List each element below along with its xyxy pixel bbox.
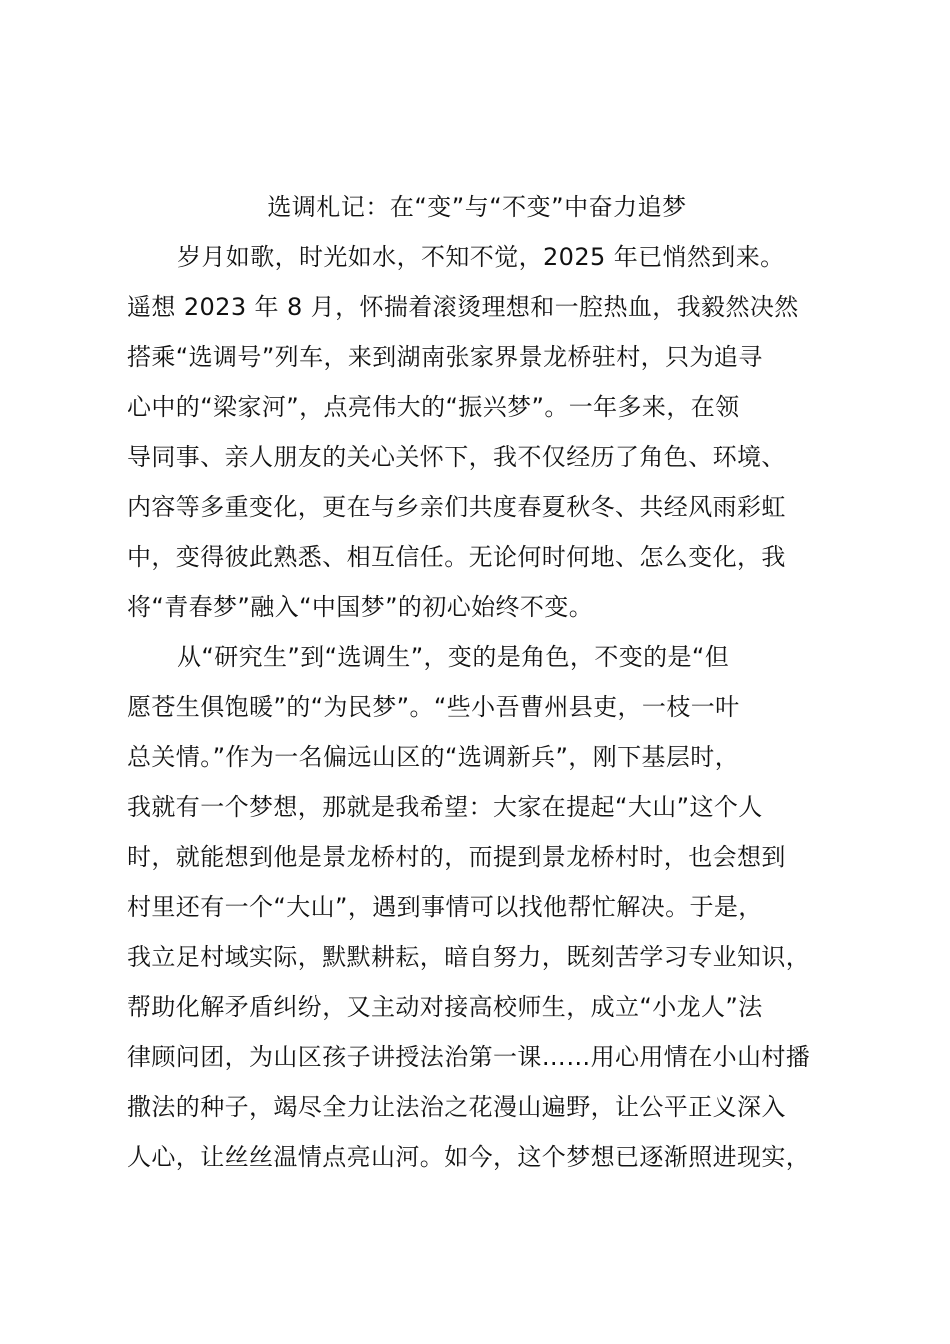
paragraph-line: 心中的“梁家河”，点亮伟大的“振兴梦”。一年多来，在领	[127, 393, 740, 421]
paragraph-line: 导同事、亲人朋友的关心关怀下，我不仅经历了角色、环境、	[127, 443, 786, 471]
paragraph-2	[127, 632, 827, 1182]
paragraph-line: 中，变得彼此熟悉、相互信任。无论何时何地、怎么变化，我	[127, 543, 786, 571]
paragraph-line: 将“青春梦”融入“中国梦”的初心始终不变。	[127, 593, 594, 621]
document-title: 选调札记：在“变”与“不变”中奋力追梦	[267, 193, 687, 221]
paragraph-line: 撒法的种子，竭尽全力让法治之花漫山遍野，让公平正义深入	[127, 1093, 786, 1121]
paragraph-line: 搭乘“选调号”列车，来到湖南张家界景龙桥驻村，只为追寻	[127, 343, 763, 371]
paragraph-line: 内容等多重变化，更在与乡亲们共度春夏秋冬、共经风雨彩虹	[127, 493, 786, 521]
paragraph-line: 村里还有一个“大山”，遇到事情可以找他帮忙解决。于是，	[127, 893, 763, 921]
paragraph-line: 时，就能想到他是景龙桥村的，而提到景龙桥村时，也会想到	[127, 843, 786, 871]
document-body	[127, 182, 827, 1182]
paragraph-line: 遥想 2023 年 8 月，怀揣着滚烫理想和一腔热血，我毅然决然	[127, 293, 799, 321]
paragraph-line: 岁月如歌，时光如水，不知不觉，2025 年已悄然到来。	[177, 243, 785, 271]
paragraph-line: 律顾问团，为山区孩子讲授法治第一课……用心用情在小山村播	[127, 1043, 811, 1071]
paragraph-line: 帮助化解矛盾纠纷，又主动对接高校师生，成立“小龙人”法	[127, 993, 763, 1021]
paragraph-line: 愿苍生俱饱暖”的“为民梦”。“些小吾曹州县吏，一枝一叶	[127, 693, 740, 721]
paragraph-line: 我立足村域实际，默默耕耘，暗自努力，既刻苦学习专业知识，	[127, 943, 811, 971]
paragraph-line: 我就有一个梦想，那就是我希望：大家在提起“大山”这个人	[127, 793, 763, 821]
paragraph-1	[127, 232, 827, 632]
paragraph-line: 总关情。”作为一名偏远山区的“选调新兵”，刚下基层时，	[127, 743, 740, 771]
paragraph-line: 人心，让丝丝温情点亮山河。如今，这个梦想已逐渐照进现实，	[127, 1143, 811, 1171]
paragraph-line: 从“研究生”到“选调生”，变的是角色，不变的是“但	[177, 643, 730, 671]
